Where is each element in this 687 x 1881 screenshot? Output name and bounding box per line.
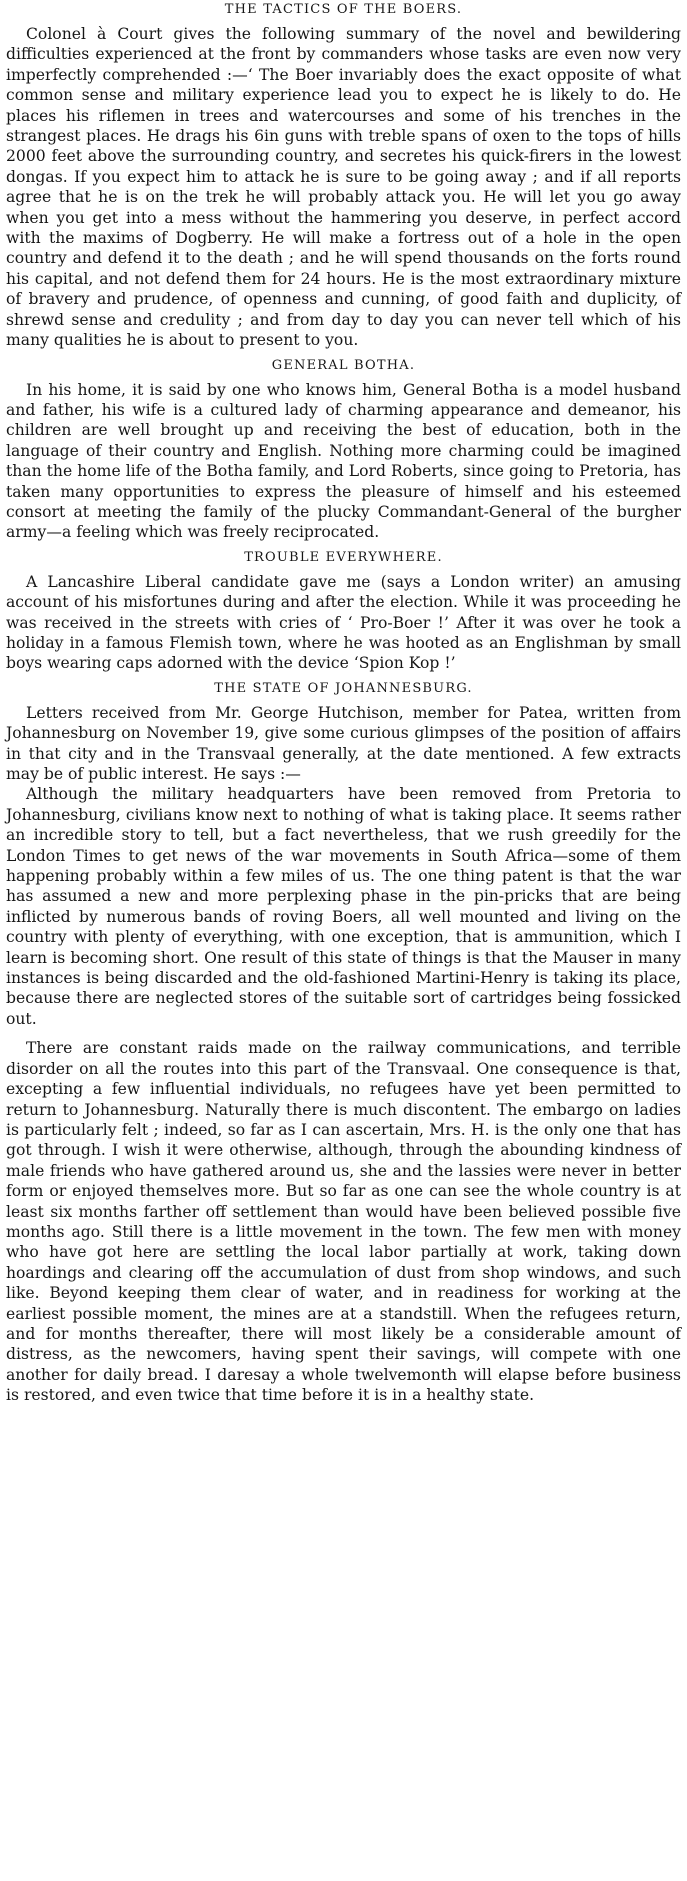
article-paragraph: Letters received from Mr. George Hutchison, member for Patea, written from Johannesburg on November 19, give some curious glimpses of the position of affairs in that city and in the Transvaal generally, at the date mentioned. A few extracts may be of public interest. He says :— bbox=[6, 703, 681, 783]
article-heading: GENERAL BOTHA. bbox=[271, 357, 416, 373]
article-tactics-of-the-boers bbox=[6, 1, 681, 351]
article-paragraph: Colonel à Court gives the following summary of the novel and bewildering difficulties experienced at the front by commanders whose tasks are even now very imperfectly comprehended :—‘ The Boer invariably does the exact opposite of what common sense and military experience lead you to expect he is likely to do. He places his riflemen in trees and watercourses and some of his trenches in the strangest places. He drags his 6in guns with treble spans of oxen to the tops of hills 2000 feet above the surrounding country, and secretes his quick-firers in the lowest dongas. If you expect him to attack he is sure to be going away ; and if all reports agree that he is on the trek he will probably attack you. He will let you go away when you get into a mess without the hammering you deserve, in perfect accord with the maxims of Dogberry. He will make a fortress out of a hole in the open country and defend it to the death ; and he will spend thousands on the forts round his capital, and not defend them for 24 hours. He is the most extraordinary mixture of bravery and prudence, of openness and cunning, of good faith and duplicity, of shrewd sense and credulity ; and from day to day you can never tell which of his many qualities he is about to present to you. bbox=[6, 25, 681, 350]
article-paragraph: Although the military headquarters have been removed from Pretoria to Johannesburg, civilians know next to nothing of what is taking place. It seems rather an incredible story to tell, but a fact nevertheless, that we rush greedily for the London Times to get news of the war movements in South Africa—some of them happening probably within a few miles of us. The one thing patent is that the war has assumed a new and more perplexing phase in the pin-pricks that are being inflicted by numerous bands of roving Boers, all well mounted and living on the country with plenty of everything, with one exception, that is ammunition, which I learn is becoming short. One result of this state of things is that the Mauser in many instances is being discarded and the old-fashioned Martini-Henry is taking its place, because there are neglected stores of the suitable sort of cartridges being fossicked out. bbox=[6, 785, 681, 1028]
article-heading: TROUBLE EVERYWHERE. bbox=[244, 549, 443, 565]
article-general-botha bbox=[6, 357, 681, 543]
article-state-of-johannesburg bbox=[6, 680, 681, 1406]
article-paragraph: There are constant raids made on the railway communications, and terrible disorder on all the routes into this part of the Transvaal. One consequence is that, excepting a few influential individuals, no refugees have yet been permitted to return to Johannesburg. Naturally there is much discontent. The embargo on ladies is particularly felt ; indeed, so far as I can ascertain, Mrs. H. is the only one that has got through. I wish it were otherwise, although, through the abounding kindness of male friends who have gathered around us, she and the lassies were never in better form or enjoyed themselves more. But so far as one can see the whole country is at least six months farther off settlement than would have been believed possible five months ago. Still there is a little movement in the town. The few men with money who have got here are settling the local labor partially at work, taking down hoardings and clearing off the accumulation of dust from shop windows, and such like. Beyond keeping them clear of water, and in readiness for working at the earliest possible moment, the mines are at a standstill. When the refugees return, and for months thereafter, there will most likely be a considerable amount of distress, as the newcomers, having spent their savings, will compete with one another for daily bread. I daresay a whole twelvemonth will elapse before business is restored, and even twice that time before it is in a healthy state. bbox=[6, 1039, 681, 1405]
article-paragraph: A Lancashire Liberal candidate gave me (says a London writer) an amusing account of his misfortunes during and after the election. While it was proceeding he was received in the streets with cries of ‘ Pro-Boer !’ After it was over he took a holiday in a famous Flemish town, where he was hooted as an Englishman by small boys wearing caps adorned with the device ‘Spion Kop !’ bbox=[6, 572, 681, 673]
article-heading: THE STATE OF JOHANNESBURG. bbox=[214, 680, 473, 696]
article-heading: THE TACTICS OF THE BOERS. bbox=[224, 2, 463, 17]
article-trouble-everywhere bbox=[6, 549, 681, 674]
article-paragraph: In his home, it is said by one who knows him, General Botha is a model husband and father, his wife is a cultured lady of charming appearance and demeanor, his children are well brought up and receiving the best of education, both in the language of their country and English. Nothing more charming could be imagined than the home life of the Botha family, and Lord Roberts, since going to Pretoria, has taken many opportunities to express the pleasure of himself and his esteemed consort at meeting the family of the plucky Commandant-General of the burgher army—a feeling which was freely reciprocated. bbox=[6, 380, 681, 542]
